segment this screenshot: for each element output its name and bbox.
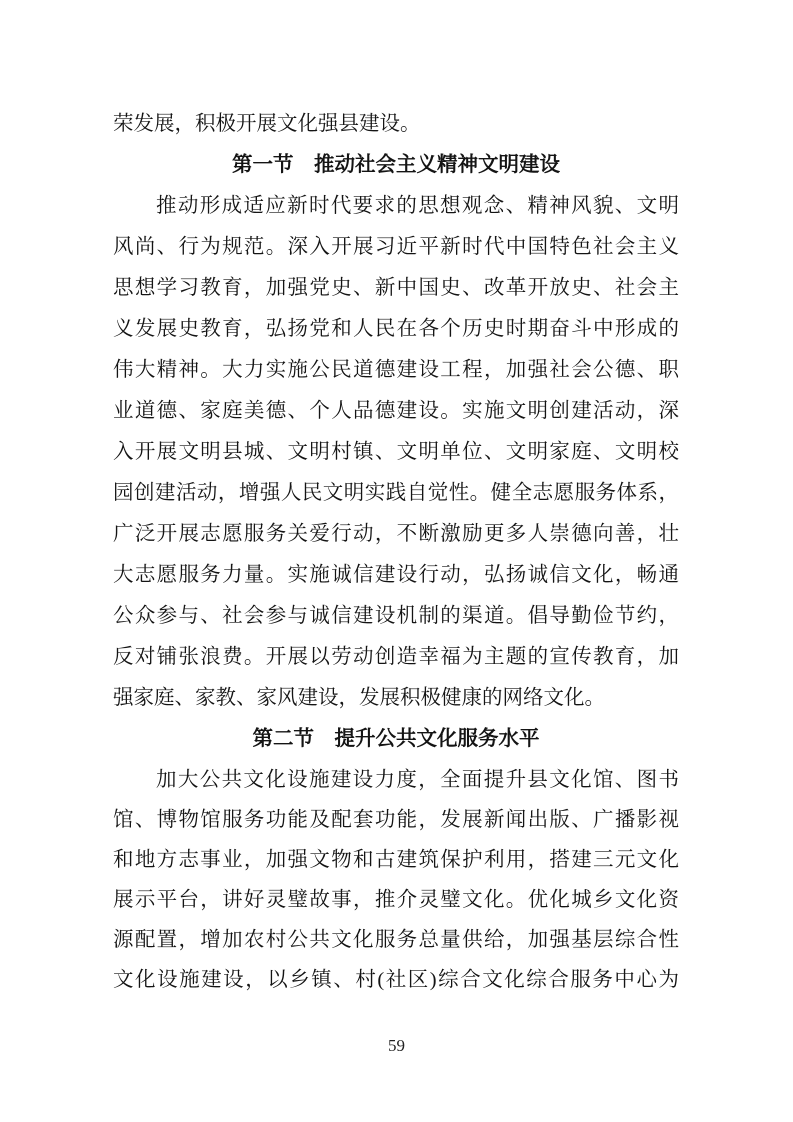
page-number: 59 — [388, 1036, 405, 1055]
page-body-text — [113, 104, 679, 1000]
body-line: 义发展史教育，弘扬党和人民在各个历史时期奋斗中形成的 — [113, 318, 679, 340]
body-line: 业道德、家庭美德、个人品德建设。实施文明创建活动，深 — [113, 400, 679, 422]
body-line: 入开展文明县城、文明村镇、文明单位、文明家庭、文明校 — [113, 441, 679, 463]
body-line: 反对铺张浪费。开展以劳动创造幸福为主题的宣传教育，加 — [113, 646, 679, 668]
body-line: 公众参与、社会参与诚信建设机制的渠道。倡导勤俭节约， — [113, 605, 679, 627]
body-line: 展示平台，讲好灵璧故事，推介灵璧文化。优化城乡文化资 — [113, 889, 679, 911]
body-line: 思想学习教育，加强党史、新中国史、改革开放史、社会主 — [113, 277, 679, 299]
body-line: 风尚、行为规范。深入开展习近平新时代中国特色社会主义 — [113, 236, 679, 258]
body-line: 强家庭、家教、家风建设，发展积极健康的网络文化。 — [113, 687, 605, 709]
body-line: 推动形成适应新时代要求的思想观念、精神风貌、文明 — [156, 195, 679, 217]
body-line: 园创建活动，增强人民文明实践自觉性。健全志愿服务体系， — [113, 482, 679, 504]
body-line: 大志愿服务力量。实施诚信建设行动，弘扬诚信文化，畅通 — [113, 564, 679, 586]
body-line: 文化设施建设，以乡镇、村(社区)综合文化综合服务中心为 — [113, 969, 679, 991]
section-1-heading: 第一节 推动社会主义精神文明建设 — [232, 154, 560, 176]
body-line: 加大公共文化设施建设力度，全面提升县文化馆、图书 — [156, 769, 679, 791]
body-line: 源配置，增加农村公共文化服务总量供给，加强基层综合性 — [113, 929, 679, 951]
body-line: 广泛开展志愿服务关爱行动，不断激励更多人崇德向善，壮 — [113, 523, 679, 545]
body-line: 和地方志事业，加强文物和古建筑保护利用，搭建三元文化 — [113, 849, 679, 871]
body-line: 馆、博物馆服务功能及配套功能，发展新闻出版、广播影视 — [113, 809, 679, 831]
body-line: 伟大精神。大力实施公民道德建设工程，加强社会公德、职 — [113, 359, 679, 381]
section-2-heading: 第二节 提升公共文化服务水平 — [252, 728, 540, 750]
continuation-paragraph-line: 荣发展，积极开展文化强县建设。 — [113, 113, 421, 135]
